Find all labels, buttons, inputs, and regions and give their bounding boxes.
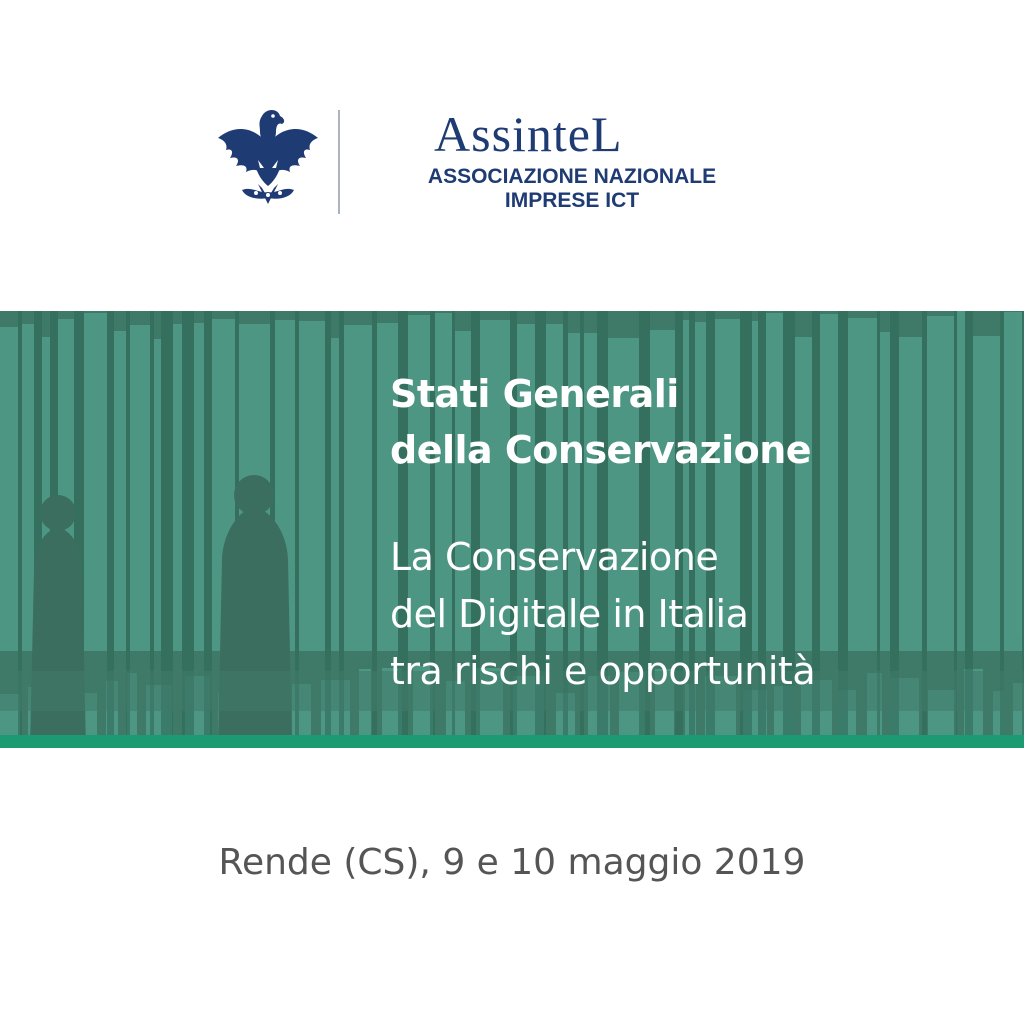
banner-stripe xyxy=(973,336,1000,651)
banner-stripe xyxy=(130,325,150,651)
event-banner xyxy=(0,311,1024,748)
logo-name: AssinteL xyxy=(434,106,623,162)
banner-stripe xyxy=(880,332,890,651)
banner-stripe xyxy=(899,337,922,651)
event-location-date: Rende (CS), 9 e 10 maggio 2019 xyxy=(218,842,806,883)
banner-stripe xyxy=(927,316,954,651)
banner-title xyxy=(390,366,811,478)
banner-stripe xyxy=(173,324,182,651)
banner-subtitle-line: del Digitale in Italia xyxy=(390,592,749,636)
banner-subtitle xyxy=(390,529,815,700)
banner-subtitle-line: La Conservazione xyxy=(390,535,719,579)
banner-subtitle-line: tra rischi e opportunità xyxy=(390,649,816,693)
banner-stripe xyxy=(957,311,965,651)
banner-stripe xyxy=(194,323,204,651)
banner-stripe xyxy=(848,318,877,651)
banner-stripe xyxy=(84,313,107,651)
banner-stripe xyxy=(1004,312,1022,651)
banner-stripe xyxy=(331,338,339,651)
banner-stripe xyxy=(0,327,18,651)
banner-title-line: Stati Generali xyxy=(390,372,679,416)
banner-stripe xyxy=(154,339,161,651)
eagle-icon xyxy=(212,104,324,212)
logo-subtitle-line2: IMPRESE ICT xyxy=(504,189,640,212)
logo-divider xyxy=(338,110,340,214)
banner-stripe xyxy=(22,324,34,651)
banner-stripe xyxy=(820,314,838,651)
banner-title-line: della Conservazione xyxy=(390,428,812,472)
banner-stripe xyxy=(344,325,372,651)
banner-stripe xyxy=(114,331,126,651)
logo-subtitle-line1: ASSOCIAZIONE NAZIONALE xyxy=(427,165,717,188)
logo xyxy=(212,104,812,214)
banner-stripe xyxy=(299,321,325,651)
